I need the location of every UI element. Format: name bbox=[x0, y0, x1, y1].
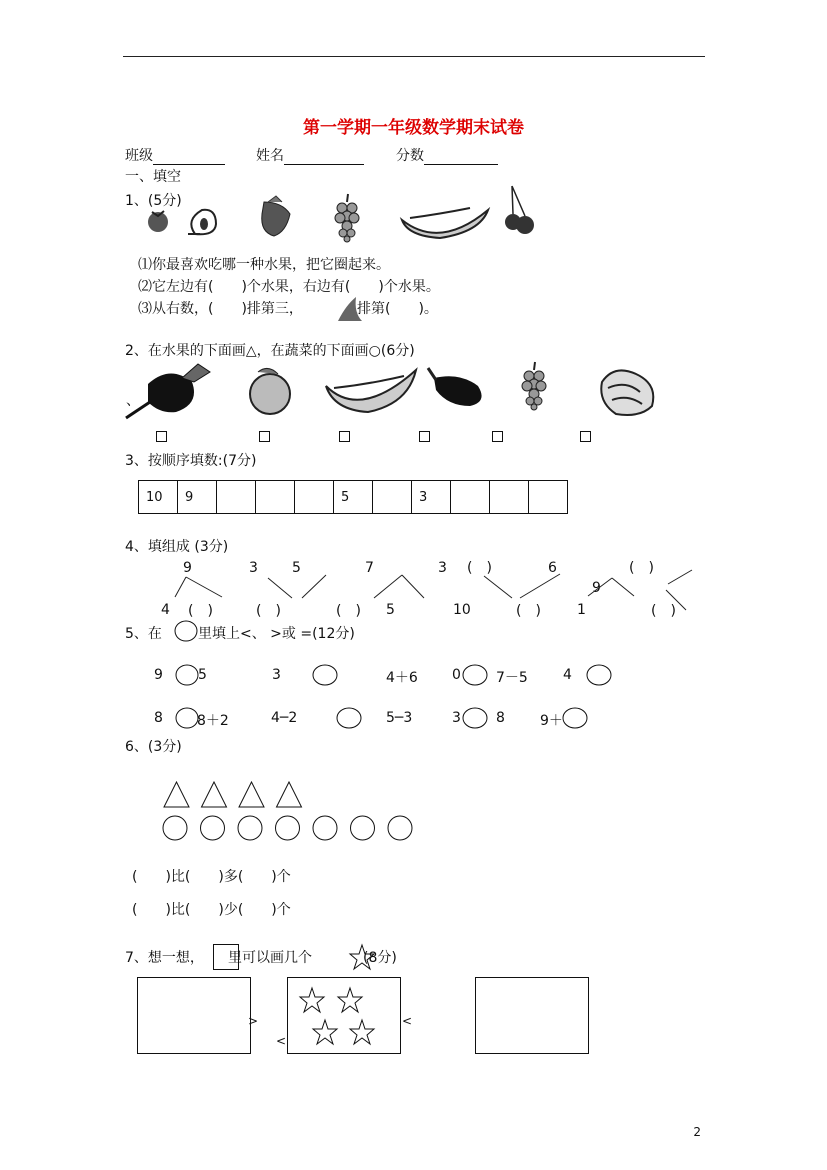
circle-icon bbox=[276, 816, 300, 840]
q5-text: 9＋ bbox=[540, 713, 563, 729]
star-icon bbox=[338, 988, 362, 1012]
triangle-icon bbox=[202, 782, 227, 807]
q4-text: 5 bbox=[292, 560, 301, 576]
q6-line-2: ( )比( )少( )个 bbox=[132, 902, 291, 918]
q5-text: 3 bbox=[272, 667, 281, 683]
circle-icon bbox=[313, 816, 337, 840]
q4-text: ( ) bbox=[516, 603, 541, 619]
q2-prefix: 、 bbox=[126, 393, 140, 409]
q4-text: 7 bbox=[365, 560, 374, 576]
compare-circle bbox=[563, 708, 587, 728]
star-icon bbox=[350, 1020, 374, 1044]
q5-text: 3 bbox=[452, 710, 461, 726]
q5-text: 5─3 bbox=[386, 710, 413, 726]
circle-icon bbox=[388, 816, 412, 840]
q4-text: 3 bbox=[438, 560, 447, 576]
q7-stars bbox=[287, 977, 399, 1052]
q4-text: ( ) bbox=[629, 560, 654, 576]
q5-text: 4＋6 bbox=[386, 670, 418, 686]
q1-label: 1、(5分) bbox=[125, 193, 182, 209]
q5-label-b: 里填上<、 >或 =(12分) bbox=[198, 626, 355, 642]
section-fill-blank: 一、填空 bbox=[125, 169, 181, 185]
seq-cell[interactable]: 5 bbox=[334, 481, 373, 514]
q5-text: 4 bbox=[563, 667, 572, 683]
q5-text: 9 bbox=[154, 667, 163, 683]
q4-text: 3 bbox=[249, 560, 258, 576]
compare-circle bbox=[587, 665, 611, 685]
page-title: 第一学期一年级数学期末试卷 bbox=[303, 118, 524, 138]
q6-shapes bbox=[0, 770, 827, 850]
q6-label: 6、(3分) bbox=[125, 739, 182, 755]
name-label: 姓名 bbox=[256, 148, 284, 164]
q1-line-1: ⑴你最喜欢吃哪一种水果，把它圈起来。 bbox=[138, 257, 390, 273]
q4-text: ( ) bbox=[467, 560, 492, 576]
q4-label: 4、填组成 (3分) bbox=[125, 539, 229, 555]
q4-text: ( ) bbox=[256, 603, 281, 619]
q4-text: 9 bbox=[183, 560, 192, 576]
q4-text: 4 bbox=[161, 602, 170, 618]
compare-circle bbox=[337, 708, 361, 728]
q5-text: 8＋2 bbox=[197, 713, 229, 729]
q5-text: 4─2 bbox=[271, 710, 298, 726]
compare-circle bbox=[176, 708, 198, 728]
q7-right-box[interactable] bbox=[475, 977, 589, 1054]
q4-text: ( ) bbox=[336, 603, 361, 619]
circle-icon bbox=[163, 816, 187, 840]
seq-cell[interactable]: 9 bbox=[178, 481, 217, 514]
compare-circle bbox=[176, 665, 198, 685]
q4-text: 9 bbox=[592, 580, 601, 596]
q5-text: 0 bbox=[452, 667, 461, 683]
q5-text: 8 bbox=[496, 710, 505, 726]
seq-cell[interactable]: 10 bbox=[139, 481, 178, 514]
page-number: 2 bbox=[693, 1125, 701, 1139]
q5-text: 8 bbox=[154, 710, 163, 726]
star-icon bbox=[300, 988, 324, 1012]
q7-sym-1: > bbox=[248, 1014, 259, 1028]
q1-line-3a: ⑶从右数，( )排第三， bbox=[138, 301, 303, 317]
q7-sym-3: < bbox=[402, 1014, 413, 1028]
compare-circle bbox=[463, 665, 487, 685]
q4-text: 5 bbox=[386, 602, 395, 618]
q4-text: 10 bbox=[453, 602, 471, 618]
score-label: 分数 bbox=[396, 148, 424, 164]
triangle-icon bbox=[164, 782, 189, 807]
q5-label-a: 5、在 bbox=[125, 626, 162, 642]
q2-label: 2、在水果的下面画△，在蔬菜的下面画○(6分) bbox=[125, 343, 415, 359]
seq-cell[interactable]: 3 bbox=[412, 481, 451, 514]
q4-text: ( ) bbox=[188, 603, 213, 619]
q7-label-a: 7、想一想， bbox=[125, 950, 204, 966]
compare-circle bbox=[463, 708, 487, 728]
q1-line-3b: 排第( )。 bbox=[357, 301, 438, 317]
q4-text: ( ) bbox=[651, 603, 676, 619]
triangle-icon bbox=[239, 782, 264, 807]
q6-line-1: ( )比( )多( )个 bbox=[132, 869, 291, 885]
circle-icon bbox=[351, 816, 375, 840]
q7-left-box[interactable] bbox=[137, 977, 251, 1054]
star-icon bbox=[313, 1020, 337, 1044]
q4-text: 1 bbox=[577, 602, 586, 618]
q7-label-b: 里可以画几个 bbox=[228, 950, 312, 966]
q5-text: 7－5 bbox=[496, 670, 528, 686]
q7-label-c: (8分) bbox=[363, 950, 397, 966]
compare-circle bbox=[313, 665, 337, 685]
q5-text: 5 bbox=[198, 667, 207, 683]
q3-label: 3、按顺序填数:(7分) bbox=[125, 453, 257, 469]
triangle-icon bbox=[277, 782, 302, 807]
class-label: 班级 bbox=[125, 148, 153, 164]
q4-text: 6 bbox=[548, 560, 557, 576]
q1-line-2: ⑵它左边有( )个水果，右边有( )个水果。 bbox=[138, 279, 440, 295]
q7-sym-2: < bbox=[276, 1034, 287, 1048]
circle-icon bbox=[238, 816, 262, 840]
circle-icon bbox=[201, 816, 225, 840]
